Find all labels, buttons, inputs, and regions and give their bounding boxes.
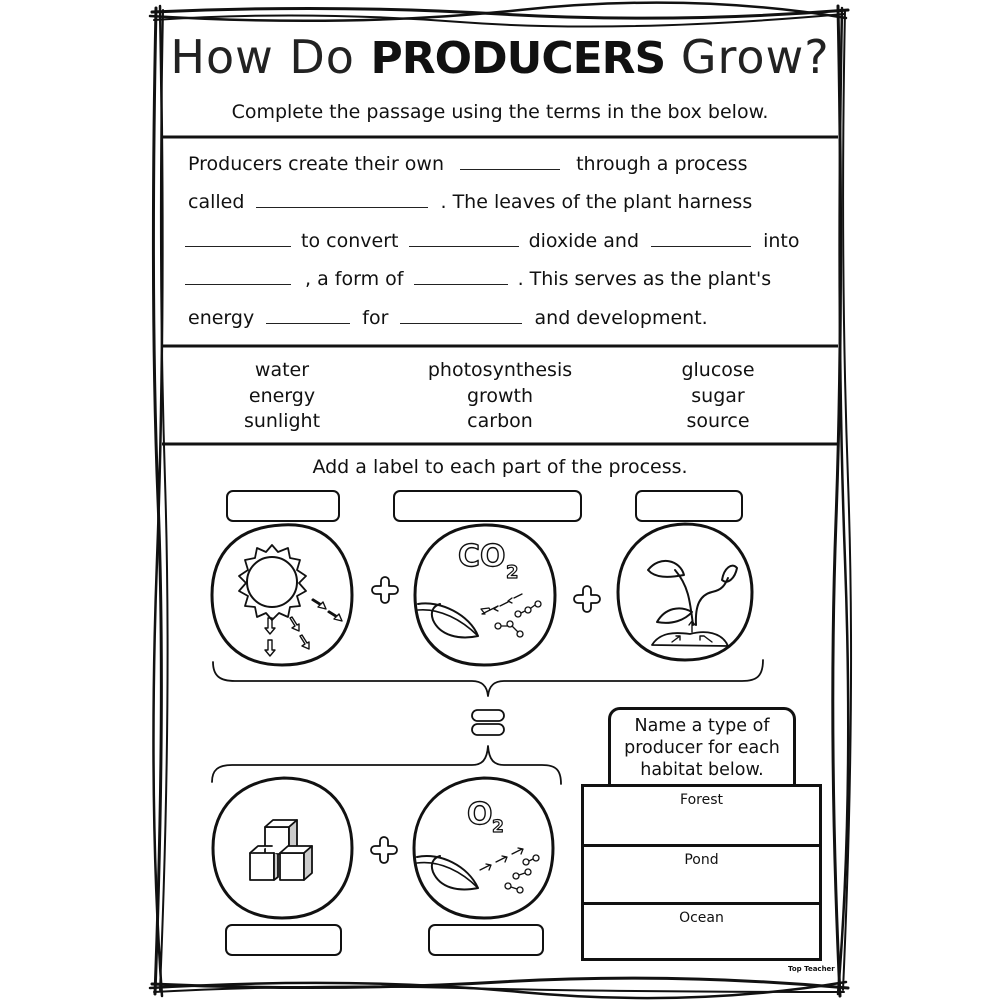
carbon-dioxide-leaf-icon (415, 525, 555, 665)
word-bank-term: energy (248, 384, 316, 407)
word-bank-term: carbon (467, 410, 533, 432)
sugar-cubes-icon (213, 778, 352, 918)
habitat-label: Forest (680, 792, 723, 808)
passage-text: to convert (301, 230, 399, 252)
passage-text: . This serves as the plant's (517, 268, 772, 290)
word-bank-term: growth (466, 384, 534, 407)
label-box-glucose[interactable] (225, 924, 342, 956)
habitat-prompt-line: habitat below. (640, 760, 764, 780)
svg-text:O: O (467, 797, 493, 832)
word-bank-term: glucose (681, 359, 755, 381)
oxygen-leaf-icon (414, 778, 553, 918)
passage-instructions: Complete the passage using the terms in the box below. (231, 101, 769, 123)
label-box-oxygen[interactable] (428, 924, 544, 956)
plant-water-icon (618, 524, 752, 660)
diagram-instruction: Add a label to each part of the process. (312, 456, 688, 478)
passage-text: into (763, 230, 800, 252)
svg-text:CO: CO (458, 539, 506, 574)
plus-icon (574, 586, 600, 612)
word-bank-term: photosynthesis (427, 359, 573, 381)
passage-text: Producers create their own (188, 153, 444, 175)
habitat-label: Pond (684, 852, 719, 868)
svg-text:2: 2 (492, 817, 504, 837)
passage-text: energy (188, 307, 255, 329)
passage-text: for (362, 307, 389, 329)
plus-icon (372, 577, 398, 603)
passage-text: called (188, 191, 245, 213)
sun-icon (212, 525, 352, 665)
habitat-prompt-line: Name a type of (634, 716, 770, 736)
habitat-table (581, 784, 822, 961)
brand-watermark: Top Teacher (788, 965, 835, 973)
svg-text:2: 2 (506, 562, 519, 583)
word-bank-term: source (686, 410, 750, 432)
habitat-row-forest[interactable] (584, 787, 819, 846)
bottom-brace (212, 746, 561, 784)
passage-text: dioxide and (528, 230, 639, 252)
title-prefix: How Do (170, 30, 355, 84)
passage-text: . The leaves of the plant harness (440, 191, 753, 213)
equals-icon (472, 710, 504, 735)
passage-text: and development. (534, 307, 708, 329)
passage-text: , a form of (305, 268, 404, 290)
title-emphasis: PRODUCERS (370, 33, 666, 84)
habitat-prompt-line: producer for each (624, 738, 780, 758)
word-bank-term: sugar (691, 384, 745, 407)
habitat-row-ocean[interactable] (584, 902, 819, 961)
word-bank-term: water (254, 359, 310, 381)
habitat-label: Ocean (679, 910, 724, 926)
title-suffix: Grow? (680, 30, 830, 84)
habitat-row-pond[interactable] (584, 844, 819, 903)
plus-icon (371, 837, 397, 863)
passage-text: through a process (576, 153, 748, 175)
word-bank-term: sunlight (243, 410, 321, 432)
habitat-prompt (608, 707, 796, 787)
